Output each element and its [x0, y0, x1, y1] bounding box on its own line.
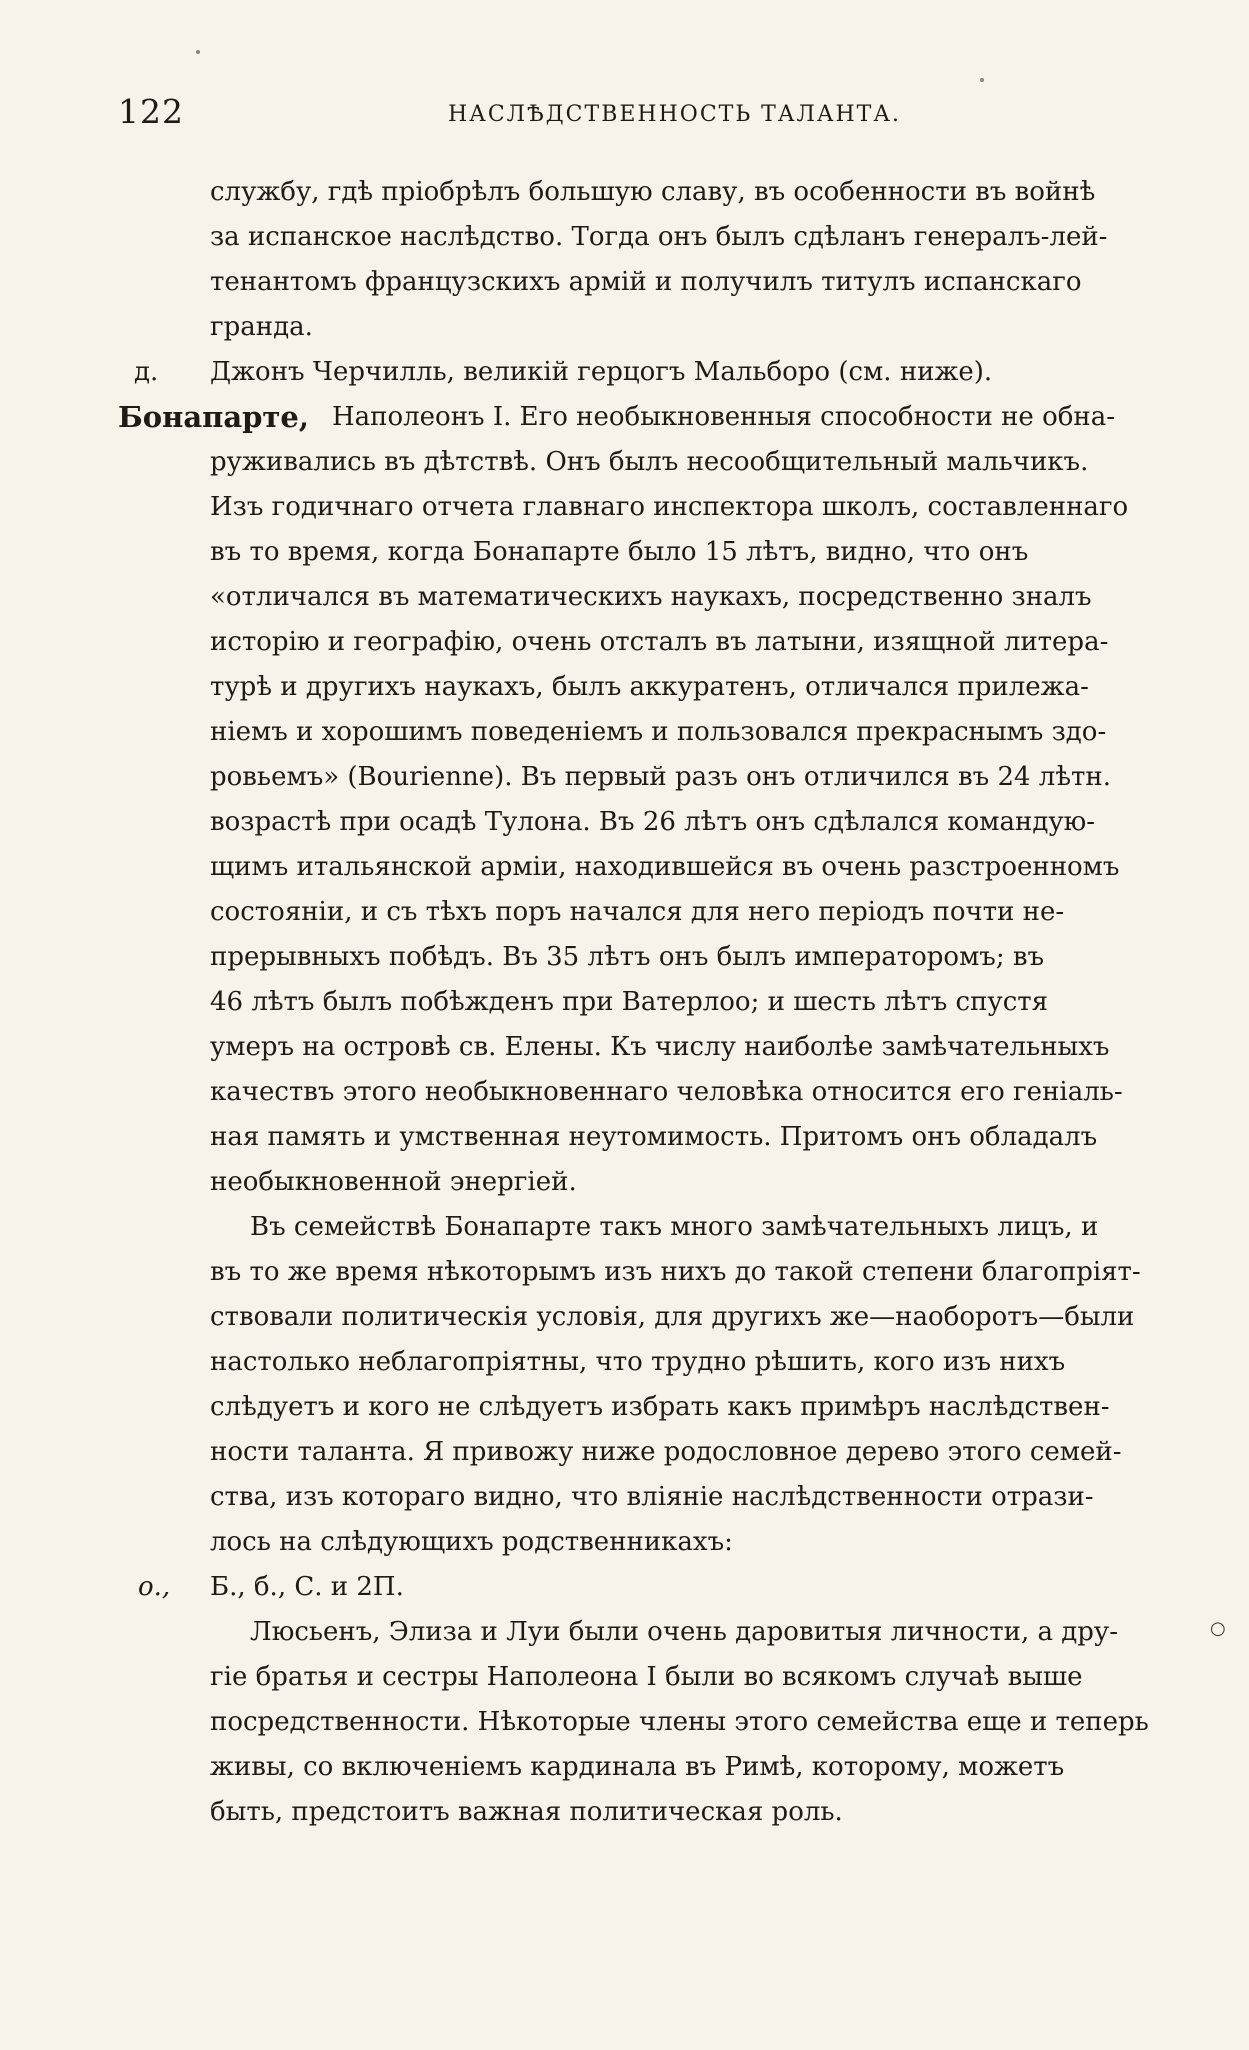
- page-header: [118, 92, 1128, 142]
- entry-marker-o: о.,: [138, 1572, 171, 1602]
- paper-speck: [980, 78, 984, 82]
- text-line: прерывныхъ побѣдъ. Въ 35 лѣтъ онъ былъ императоромъ; въ: [210, 942, 1045, 972]
- text-line: состояніи, и съ тѣхъ поръ начался для него періодъ почти не-: [210, 897, 1065, 927]
- running-title: НАСЛѢДСТВЕННОСТЬ ТАЛАНТА.: [448, 102, 902, 127]
- text-line: живы, со включеніемъ кардинала въ Римѣ, которому, можетъ: [210, 1752, 1065, 1782]
- text-line: исторію и географію, очень отсталъ въ латыни, изящной литера-: [210, 627, 1109, 657]
- margin-mark: ○: [1210, 1618, 1226, 1639]
- text-line: необыкновенной энергіей.: [210, 1167, 577, 1197]
- text-line: турѣ и другихъ наукахъ, былъ аккуратенъ, отличался прилежа-: [210, 672, 1089, 702]
- text-line: ная память и умственная неутомимость. Притомъ онъ обладалъ: [210, 1122, 1098, 1152]
- text-line: щимъ итальянской арміи, находившейся въ очень разстроенномъ: [210, 852, 1120, 882]
- text-line: Въ семействѣ Бонапарте такъ много замѣчательныхъ лицъ, и: [250, 1212, 1099, 1242]
- text-line: ствовали политическія условія, для другихъ же—наоборотъ—были: [210, 1302, 1135, 1332]
- text-line: въ то время, когда Бонапарте было 15 лѣтъ, видно, что онъ: [210, 537, 1029, 567]
- text-line: руживались въ дѣтствѣ. Онъ былъ несообщительный мальчикъ.: [210, 447, 1089, 477]
- text-line: гранда.: [210, 312, 313, 342]
- text-line: «отличался въ математическихъ наукахъ, посредственно зналъ: [210, 582, 1092, 612]
- text-line: ніемъ и хорошимъ поведеніемъ и пользовался прекраснымъ здо-: [210, 717, 1107, 747]
- text-line: ства, изъ котораго видно, что вліяніе наслѣдственности отрази-: [210, 1482, 1094, 1512]
- text-line: въ то же время нѣкоторымъ изъ нихъ до такой степени благопріят-: [210, 1257, 1141, 1287]
- text-line: умеръ на островѣ св. Елены. Къ числу наиболѣе замѣчательныхъ: [210, 1032, 1110, 1062]
- text-line: быть, предстоитъ важная политическая роль.: [210, 1797, 843, 1827]
- text-line: Наполеонъ I. Его необыкновенныя способности не обна-: [332, 402, 1115, 432]
- text-line: Джонъ Черчилль, великій герцогъ Мальборо (см. ниже).: [210, 357, 993, 387]
- text-line: службу, гдѣ пріобрѣлъ большую славу, въ особенности въ войнѣ: [210, 177, 1096, 207]
- text-line: посредственности. Нѣкоторые члены этого семейства еще и теперь: [210, 1707, 1149, 1737]
- text-line: качествъ этого необыкновеннаго человѣка относится его геніаль-: [210, 1077, 1123, 1107]
- text-line: за испанское наслѣдство. Тогда онъ былъ сдѣланъ генералъ-лей-: [210, 222, 1108, 252]
- text-line: лось на слѣдующихъ родственникахъ:: [210, 1527, 733, 1557]
- text-line: слѣдуетъ и кого не слѣдуетъ избрать какъ примѣръ наслѣдствен-: [210, 1392, 1110, 1422]
- text-line: 46 лѣтъ былъ побѣжденъ при Ватерлоо; и шесть лѣтъ спустя: [210, 987, 1049, 1017]
- text-line: гіе братья и сестры Наполеона I были во всякомъ случаѣ выше: [210, 1662, 1083, 1692]
- text-line: Изъ годичнаго отчета главнаго инспектора школъ, составленнаго: [210, 492, 1129, 522]
- text-line: тенантомъ французскихъ армій и получилъ титулъ испанскаго: [210, 267, 1082, 297]
- text-line: Люсьенъ, Элиза и Луи были очень даровитыя личности, а дру-: [250, 1617, 1118, 1647]
- text-line: возрастѣ при осадѣ Тулона. Въ 26 лѣтъ онъ сдѣлался командую-: [210, 807, 1096, 837]
- text-line: ровьемъ» (Bourienne). Въ первый разъ онъ отличился въ 24 лѣтн.: [210, 762, 1111, 792]
- paper-speck: [196, 50, 200, 54]
- entry-marker-d: д.: [134, 357, 159, 387]
- text-line: настолько неблагопріятны, что трудно рѣшить, кого изъ нихъ: [210, 1347, 1066, 1377]
- entry-heading-bonaparte: Бонапарте,: [118, 400, 309, 434]
- text-line: Б., б., С. и 2П.: [210, 1572, 404, 1602]
- page-number: 122: [118, 92, 184, 131]
- text-line: ности таланта. Я привожу ниже родословное дерево этого семей-: [210, 1437, 1122, 1467]
